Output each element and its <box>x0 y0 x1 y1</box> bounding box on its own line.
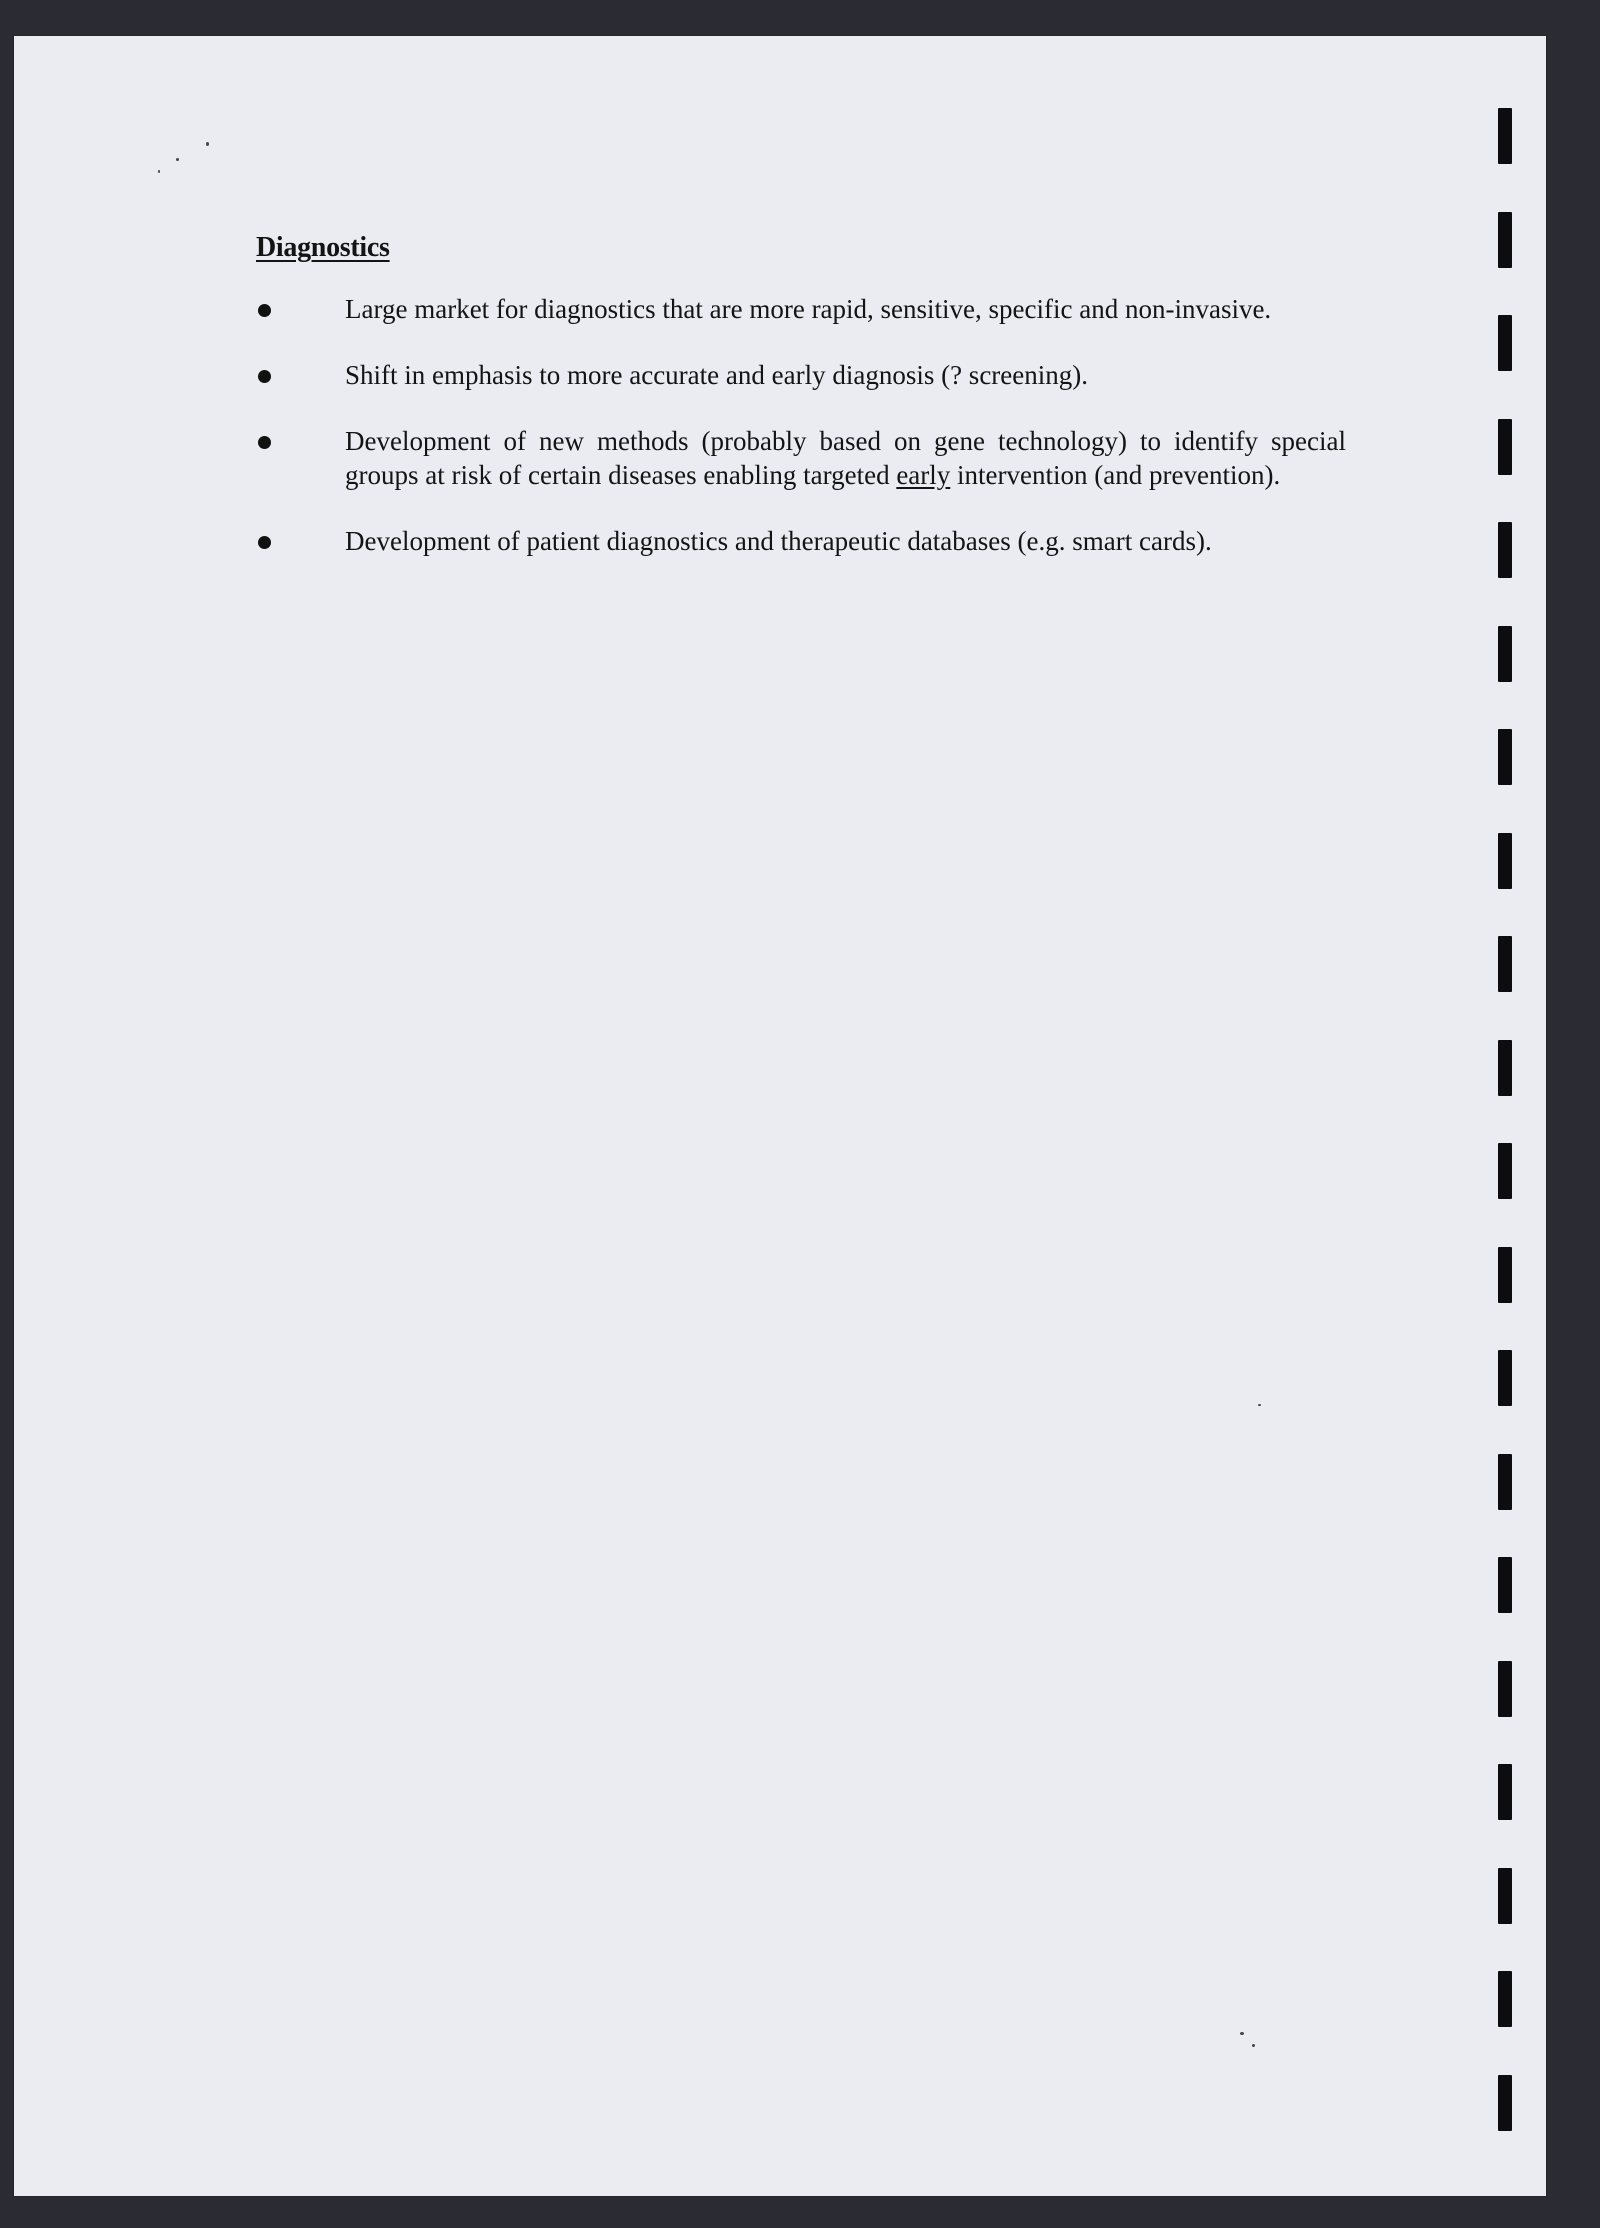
bullet-text-end: intervention (and prevention). <box>950 460 1281 490</box>
bullet-list <box>256 292 1346 590</box>
list-item <box>256 524 1346 558</box>
bullet-icon <box>258 370 271 383</box>
bullet-text: Shift in emphasis to more accurate and early diagnosis (? screening). <box>345 360 1089 390</box>
bullet-icon <box>258 304 271 317</box>
list-item <box>256 358 1346 392</box>
list-item <box>256 424 1346 492</box>
bullet-text: Large market for diagnostics that are more rapid, sensitive, specific and non-invasive. <box>345 294 1272 324</box>
section-heading: Diagnostics <box>256 232 390 263</box>
bullet-text: Development of patient diagnostics and therapeutic databases (e.g. smart cards). <box>345 526 1212 556</box>
list-item <box>256 292 1346 326</box>
bullet-icon <box>258 436 271 449</box>
bullet-icon <box>258 536 271 549</box>
bullet-text-start: Development of new methods (probably based on gene technology) to identify special groups at risk of certain diseases enabling targeted <box>345 426 1346 490</box>
underlined-word: early <box>896 460 951 490</box>
